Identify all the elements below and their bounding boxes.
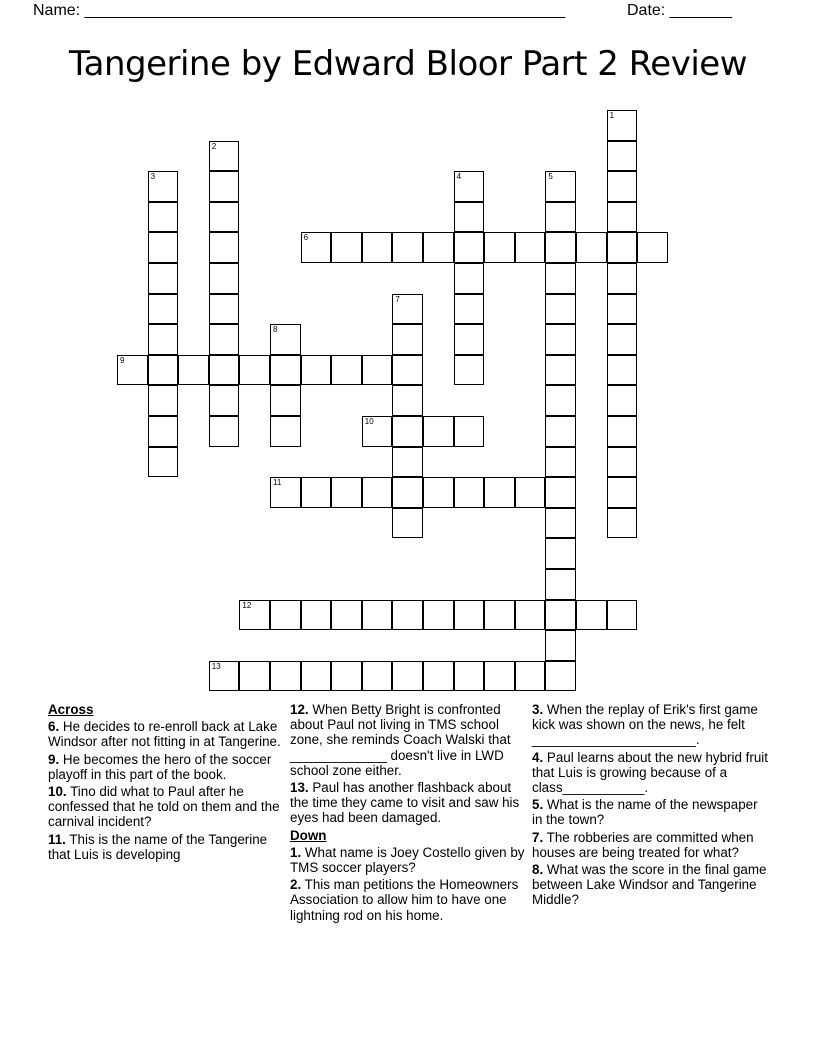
- clue-across-11: 11. This is the name of the Tangerine that Luis is developing: [48, 831, 268, 862]
- grid-cell[interactable]: [392, 324, 423, 355]
- grid-cell[interactable]: [270, 477, 301, 508]
- grid-cell[interactable]: [392, 508, 423, 539]
- grid-cell[interactable]: [392, 416, 423, 447]
- name-field[interactable]: Name: ______________________________________________________: [33, 2, 566, 19]
- date-field[interactable]: Date: _______: [627, 2, 732, 19]
- grid-cell[interactable]: [301, 477, 332, 508]
- grid-cell[interactable]: [209, 263, 240, 294]
- grid-cell[interactable]: [454, 202, 485, 233]
- grid-cell[interactable]: [607, 232, 638, 263]
- clues-column-2: [290, 702, 526, 925]
- grid-cell[interactable]: [148, 232, 179, 263]
- grid-cell[interactable]: [178, 355, 209, 386]
- grid-cell[interactable]: [331, 477, 362, 508]
- clue-down-7: 7. The robberies are committed when houses are being treated for what?: [532, 829, 754, 860]
- clue-down-3: 3. When the replay of Erik's first game kick was shown on the news, he felt ______________________.: [532, 702, 758, 748]
- grid-cell[interactable]: [209, 661, 240, 692]
- grid-cell[interactable]: [607, 171, 638, 202]
- grid-cell[interactable]: [607, 416, 638, 447]
- grid-cell[interactable]: [209, 141, 240, 172]
- grid-cell[interactable]: [637, 232, 668, 263]
- grid-cell[interactable]: [545, 477, 576, 508]
- grid-cell[interactable]: [423, 661, 454, 692]
- grid-cell[interactable]: [331, 661, 362, 692]
- grid-cell[interactable]: [209, 232, 240, 263]
- grid-cell[interactable]: [545, 508, 576, 539]
- grid-cell[interactable]: [607, 141, 638, 172]
- grid-cell[interactable]: [301, 355, 332, 386]
- clue-number: 6: [303, 233, 309, 243]
- grid-cell[interactable]: [423, 232, 454, 263]
- grid-cell[interactable]: [545, 447, 576, 478]
- grid-cell[interactable]: [392, 661, 423, 692]
- grid-cell[interactable]: [270, 661, 301, 692]
- clue-down-2: 2. This man petitions the Homeowners Association to allow him to have one lightning rod on his home.: [290, 877, 519, 923]
- grid-cell[interactable]: [148, 324, 179, 355]
- clue-number: 5: [548, 172, 553, 182]
- grid-cell[interactable]: [239, 661, 270, 692]
- clue-number: 3: [150, 172, 156, 182]
- grid-cell[interactable]: [545, 600, 576, 631]
- grid-cell[interactable]: [301, 661, 332, 692]
- grid-cell[interactable]: [209, 171, 240, 202]
- grid-cell[interactable]: [545, 294, 576, 325]
- grid-cell[interactable]: [392, 477, 423, 508]
- grid-cell[interactable]: [270, 385, 301, 416]
- grid-cell[interactable]: [484, 232, 515, 263]
- grid-cell[interactable]: [209, 294, 240, 325]
- grid-cell[interactable]: [148, 202, 179, 233]
- grid-cell[interactable]: [423, 600, 454, 631]
- grid-cell[interactable]: [545, 416, 576, 447]
- clue-down-4: 4. Paul learns about the new hybrid fruit that Luis is growing because of a class___________.: [532, 749, 768, 796]
- grid-cell[interactable]: [148, 385, 179, 416]
- grid-cell[interactable]: [423, 416, 454, 447]
- grid-cell[interactable]: [545, 385, 576, 416]
- grid-cell[interactable]: [270, 355, 301, 386]
- grid-cell[interactable]: [209, 202, 240, 233]
- grid-cell[interactable]: [515, 232, 546, 263]
- grid-cell[interactable]: [148, 294, 179, 325]
- grid-cell[interactable]: [454, 416, 485, 447]
- clue-across-10: 10. Tino did what to Paul after he confessed that he told on them and the carnival incident?: [48, 784, 280, 830]
- grid-cell[interactable]: [607, 385, 638, 416]
- grid-cell[interactable]: [331, 232, 362, 263]
- grid-cell[interactable]: [331, 600, 362, 631]
- grid-cell[interactable]: [576, 600, 607, 631]
- grid-cell[interactable]: [301, 600, 332, 631]
- grid-cell[interactable]: [607, 477, 638, 508]
- grid-cell[interactable]: [454, 661, 485, 692]
- grid-cell[interactable]: [301, 232, 332, 263]
- clue-number: 2: [211, 141, 217, 151]
- grid-cell[interactable]: [392, 355, 423, 386]
- grid-cell[interactable]: [270, 416, 301, 447]
- grid-cell[interactable]: [484, 600, 515, 631]
- grid-cell[interactable]: [607, 600, 638, 631]
- grid-cell[interactable]: [545, 324, 576, 355]
- clue-across-12: 12. When Betty Bright is confronted about Paul not living in TMS school zone, she reminds Coach Walski that _____________ doesn't live in LWD school zone either.: [290, 702, 511, 778]
- grid-cell[interactable]: [484, 477, 515, 508]
- grid-cell[interactable]: [607, 324, 638, 355]
- grid-cell[interactable]: [362, 355, 393, 386]
- grid-cell[interactable]: [209, 324, 240, 355]
- grid-cell[interactable]: [362, 661, 393, 692]
- grid-cell[interactable]: [239, 355, 270, 386]
- clue-across-13: 13. Paul has another flashback about the time they came to visit and saw his eyes had been damaged.: [290, 780, 520, 826]
- clue-number: 12: [242, 600, 252, 610]
- grid-cell[interactable]: [392, 447, 423, 478]
- clue-number: 8: [273, 325, 278, 335]
- grid-cell[interactable]: [454, 263, 485, 294]
- grid-cell[interactable]: [545, 630, 576, 661]
- grid-cell[interactable]: [545, 202, 576, 233]
- grid-cell[interactable]: [607, 110, 638, 141]
- grid-cell[interactable]: [545, 171, 576, 202]
- grid-cell[interactable]: [545, 538, 576, 569]
- grid-cell[interactable]: [331, 355, 362, 386]
- grid-cell[interactable]: [392, 294, 423, 325]
- grid-cell[interactable]: [545, 263, 576, 294]
- grid-cell[interactable]: [454, 477, 485, 508]
- grid-cell[interactable]: [148, 355, 179, 386]
- grid-cell[interactable]: [607, 355, 638, 386]
- clue-number: 11: [273, 478, 282, 488]
- clue-number: 13: [211, 661, 221, 671]
- grid-cell[interactable]: [515, 661, 546, 692]
- grid-cell[interactable]: [362, 600, 393, 631]
- clue-number: 9: [120, 355, 125, 365]
- clue-down-5: 5. What is the name of the newspaper in the town?: [532, 797, 758, 828]
- grid-cell[interactable]: [545, 661, 576, 692]
- grid-cell[interactable]: [392, 232, 423, 263]
- clue-number: 10: [364, 417, 374, 426]
- grid-cell[interactable]: [607, 508, 638, 539]
- clues-column-3: [532, 702, 768, 910]
- across-heading: Across: [48, 702, 94, 717]
- clue-number: 4: [456, 172, 462, 182]
- grid-cell[interactable]: [545, 569, 576, 600]
- grid-cell[interactable]: [270, 324, 301, 355]
- grid-cell[interactable]: [148, 171, 179, 202]
- grid-cell[interactable]: [454, 171, 485, 202]
- down-heading: Down: [290, 827, 327, 843]
- grid-cell[interactable]: [484, 661, 515, 692]
- grid-cell[interactable]: [454, 355, 485, 386]
- page-title: Tangerine by Edward Bloor Part 2 Review: [68, 44, 748, 84]
- grid-cell[interactable]: [454, 294, 485, 325]
- grid-cell[interactable]: [362, 232, 393, 263]
- grid-cell[interactable]: [545, 232, 576, 263]
- grid-cell[interactable]: [209, 355, 240, 386]
- grid-cell[interactable]: [515, 600, 546, 631]
- grid-cell[interactable]: [362, 477, 393, 508]
- grid-cell[interactable]: [454, 232, 485, 263]
- grid-cell[interactable]: [607, 263, 638, 294]
- grid-cell[interactable]: [515, 477, 546, 508]
- grid-cell[interactable]: [209, 385, 240, 416]
- grid-cell[interactable]: [454, 324, 485, 355]
- grid-cell[interactable]: [545, 355, 576, 386]
- grid-cell[interactable]: [117, 355, 148, 386]
- clue-number: 7: [395, 294, 400, 304]
- grid-cell[interactable]: [607, 294, 638, 325]
- grid-cell[interactable]: [454, 600, 485, 631]
- grid-cell[interactable]: [392, 600, 423, 631]
- grid-cell[interactable]: [362, 416, 393, 447]
- grid-cell[interactable]: [576, 232, 607, 263]
- grid-cell[interactable]: [423, 477, 454, 508]
- grid-cell[interactable]: [270, 600, 301, 631]
- clue-down-8: 8. What was the score in the final game between Lake Windsor and Tangerine Middle?: [532, 862, 767, 908]
- grid-cell[interactable]: [607, 202, 638, 233]
- grid-cell[interactable]: [148, 447, 179, 478]
- grid-cell[interactable]: [239, 600, 270, 631]
- grid-cell[interactable]: [607, 447, 638, 478]
- clue-across-9: 9. He becomes the hero of the soccer playoff in this part of the book.: [48, 751, 272, 782]
- clue-number: 1: [609, 111, 615, 120]
- grid-cell[interactable]: [392, 385, 423, 416]
- grid-cell[interactable]: [209, 416, 240, 447]
- clue-down-1: 1. What name is Joey Costello given by TMS soccer players?: [290, 844, 525, 876]
- clue-across-6: 6. He decides to re-enroll back at Lake Windsor after not fitting in at Tangerine.: [48, 719, 281, 750]
- clues-column-1: [48, 702, 284, 864]
- grid-cell[interactable]: [148, 416, 179, 447]
- grid-cell[interactable]: [148, 263, 179, 294]
